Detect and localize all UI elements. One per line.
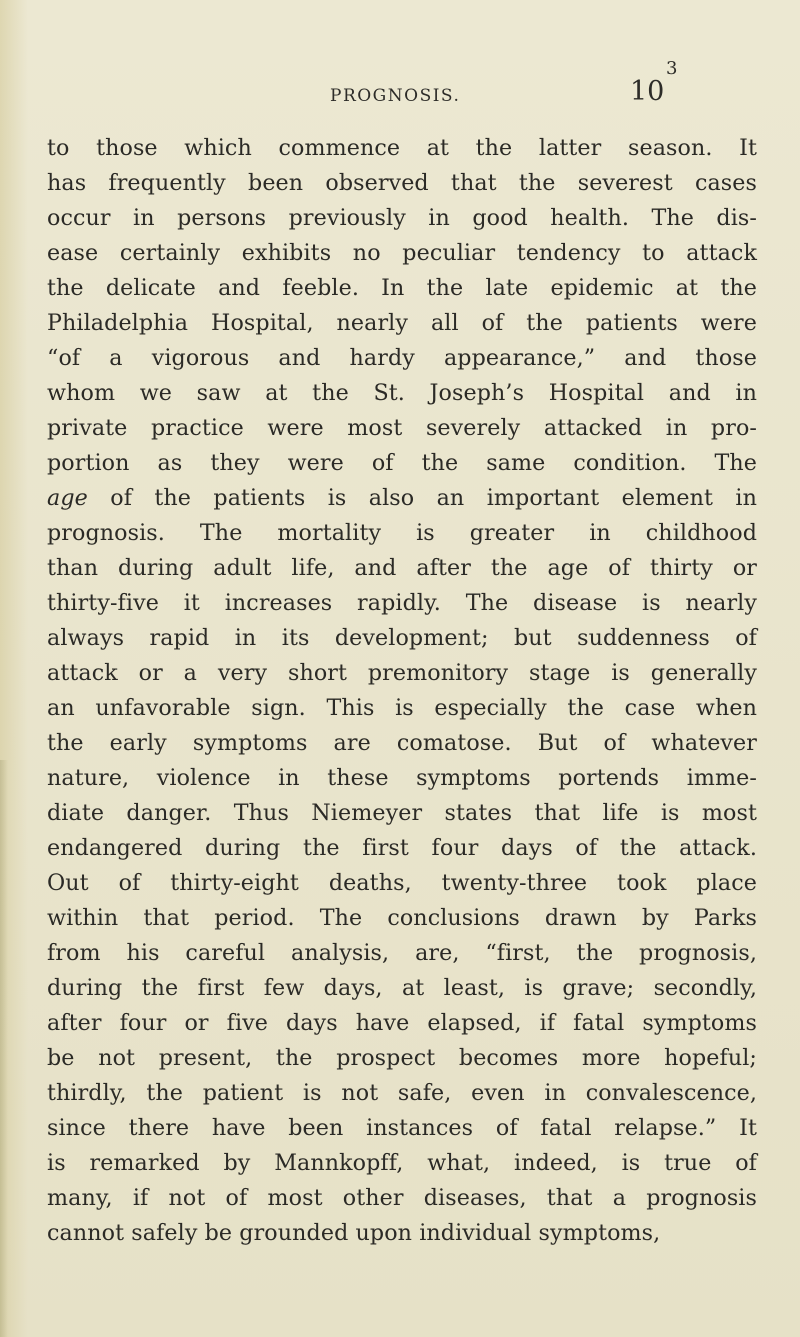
text-line xyxy=(47,901,757,936)
text-segment: nature, violence in these symptoms portends imme- xyxy=(47,765,757,791)
text-segment: the delicate and feeble. In the late epidemic at the xyxy=(47,275,757,301)
text-line xyxy=(47,726,757,761)
text-line xyxy=(47,166,757,201)
text-segment: after four or five days have elapsed, if fatal symptoms xyxy=(47,1010,757,1036)
text-line xyxy=(47,1216,757,1251)
text-line xyxy=(47,516,757,551)
text-line xyxy=(47,306,757,341)
text-line xyxy=(47,376,757,411)
running-head: PROGNOSIS. xyxy=(330,86,461,106)
text-segment: thirdly, the patient is not safe, even in convalescence, xyxy=(47,1080,757,1106)
text-segment: is remarked by Mannkopff, what, indeed, is true of xyxy=(47,1150,757,1176)
text-segment: always rapid in its development; but suddenness of xyxy=(47,625,757,651)
text-segment: occur in persons previously in good health. The dis- xyxy=(47,205,757,231)
text-segment: to those which commence at the latter season. It xyxy=(47,135,757,161)
text-line xyxy=(47,131,757,166)
text-line xyxy=(47,831,757,866)
text-segment: from his careful analysis, are, “first, the prognosis, xyxy=(47,940,757,966)
text-line xyxy=(47,551,757,586)
italic-text-segment: age xyxy=(47,485,88,511)
page-number: 10 xyxy=(630,76,665,107)
text-segment: many, if not of most other diseases, that a prognosis xyxy=(47,1185,757,1211)
text-segment: cannot safely be grounded upon individual symptoms, xyxy=(47,1220,661,1246)
text-segment: whom we saw at the St. Joseph’s Hospital and in xyxy=(47,380,757,406)
text-line xyxy=(47,411,757,446)
text-segment: private practice were most severely attacked in pro- xyxy=(47,415,757,441)
text-line xyxy=(47,446,757,481)
text-segment: within that period. The conclusions drawn by Parks xyxy=(47,905,757,931)
text-line xyxy=(47,236,757,271)
text-line xyxy=(47,1181,757,1216)
text-segment: “of a vigorous and hardy appearance,” and those xyxy=(47,345,757,371)
text-segment: be not present, the prospect becomes more hopeful; xyxy=(47,1045,757,1071)
text-line xyxy=(47,1041,757,1076)
text-line xyxy=(47,1111,757,1146)
text-segment: an unfavorable sign. This is especially the case when xyxy=(47,695,757,721)
text-line xyxy=(47,1076,757,1111)
text-line xyxy=(47,936,757,971)
text-segment: endangered during the first four days of the attack. xyxy=(47,835,757,861)
text-segment: Out of thirty-eight deaths, twenty-three took place xyxy=(47,870,757,896)
text-segment: ease certainly exhibits no peculiar tendency to attack xyxy=(47,240,757,266)
text-segment: during the first few days, at least, is grave; secondly, xyxy=(47,975,757,1001)
text-segment: the early symptoms are comatose. But of whatever xyxy=(47,730,757,756)
text-segment: thirty-five it increases rapidly. The disease is nearly xyxy=(47,590,757,616)
text-segment: than during adult life, and after the age of thirty or xyxy=(47,555,757,581)
body-text xyxy=(47,131,757,1251)
page-number-superscript: 3 xyxy=(666,58,678,79)
text-line xyxy=(47,621,757,656)
text-line xyxy=(47,796,757,831)
text-line xyxy=(47,1006,757,1041)
text-line xyxy=(47,656,757,691)
text-segment: diate danger. Thus Niemeyer states that life is most xyxy=(47,800,757,826)
text-line xyxy=(47,866,757,901)
text-line xyxy=(47,481,757,516)
text-line xyxy=(47,201,757,236)
text-segment: Philadelphia Hospital, nearly all of the patients were xyxy=(47,310,757,336)
text-segment: attack or a very short premonitory stage is generally xyxy=(47,660,757,686)
text-segment: of the patients is also an important element in xyxy=(87,485,757,511)
text-line xyxy=(47,691,757,726)
text-line xyxy=(47,271,757,306)
text-segment: portion as they were of the same condition. The xyxy=(47,450,757,476)
binding-shadow xyxy=(0,760,8,1337)
text-line xyxy=(47,971,757,1006)
text-segment: has frequently been observed that the severest cases xyxy=(47,170,757,196)
text-line xyxy=(47,586,757,621)
text-line xyxy=(47,1146,757,1181)
text-segment: since there have been instances of fatal relapse.” It xyxy=(47,1115,757,1141)
text-line xyxy=(47,341,757,376)
text-line xyxy=(47,761,757,796)
text-segment: prognosis. The mortality is greater in childhood xyxy=(47,520,757,546)
